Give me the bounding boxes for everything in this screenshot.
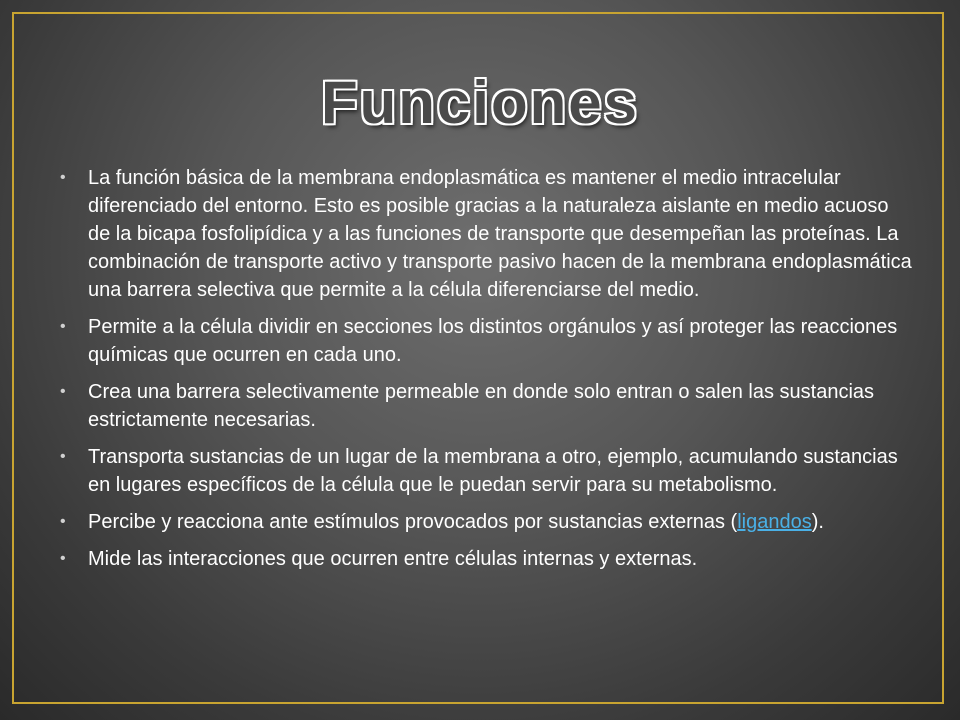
bullet-text: Mide las interacciones que ocurren entre células internas y externas. (88, 548, 698, 570)
bullet-text-after: ). (811, 511, 824, 533)
slide-title: Funciones (320, 69, 640, 136)
bullet-item (56, 313, 912, 369)
bullet-text-before: Percibe y reacciona ante estímulos provocados por sustancias externas ( (88, 511, 738, 533)
bullet-item (56, 545, 912, 573)
bullet-icon: • (60, 169, 66, 186)
bullet-item (56, 508, 912, 536)
bullet-item (56, 164, 912, 304)
bullet-icon: • (60, 383, 66, 400)
bullet-icon: • (60, 550, 66, 567)
bullet-text: La función básica de la membrana endoplasmática es mantener el medio intracelular diferenciado del entorno. Esto es posible gracias a la naturaleza aislante en medio acuoso de la bicapa fosfolipídica y a las funciones de transporte que desempeñan las proteínas. La combinación de transporte activo y transporte pasivo hacen de la membrana endoplasmática una barrera selectiva que permite a la célula diferenciarse del medio. (88, 167, 912, 301)
bullet-item (56, 443, 912, 499)
bullet-text: Permite a la célula dividir en secciones los distintos orgánulos y así proteger las reacciones químicas que ocurren en cada uno. (88, 316, 898, 366)
bullet-icon: • (60, 318, 66, 335)
bullet-icon: • (60, 513, 66, 530)
ligandos-link[interactable]: ligandos (737, 511, 812, 533)
bullet-icon: • (60, 448, 66, 465)
bullet-text: Transporta sustancias de un lugar de la membrana a otro, ejemplo, acumulando sustancias en lugares específicos de la célula que le puedan servir para su metabolismo. (88, 446, 898, 496)
bullet-list (56, 164, 912, 582)
bullet-text: Crea una barrera selectivamente permeable en donde solo entran o salen las sustancias estrictamente necesarias. (88, 381, 875, 431)
bullet-item (56, 378, 912, 434)
